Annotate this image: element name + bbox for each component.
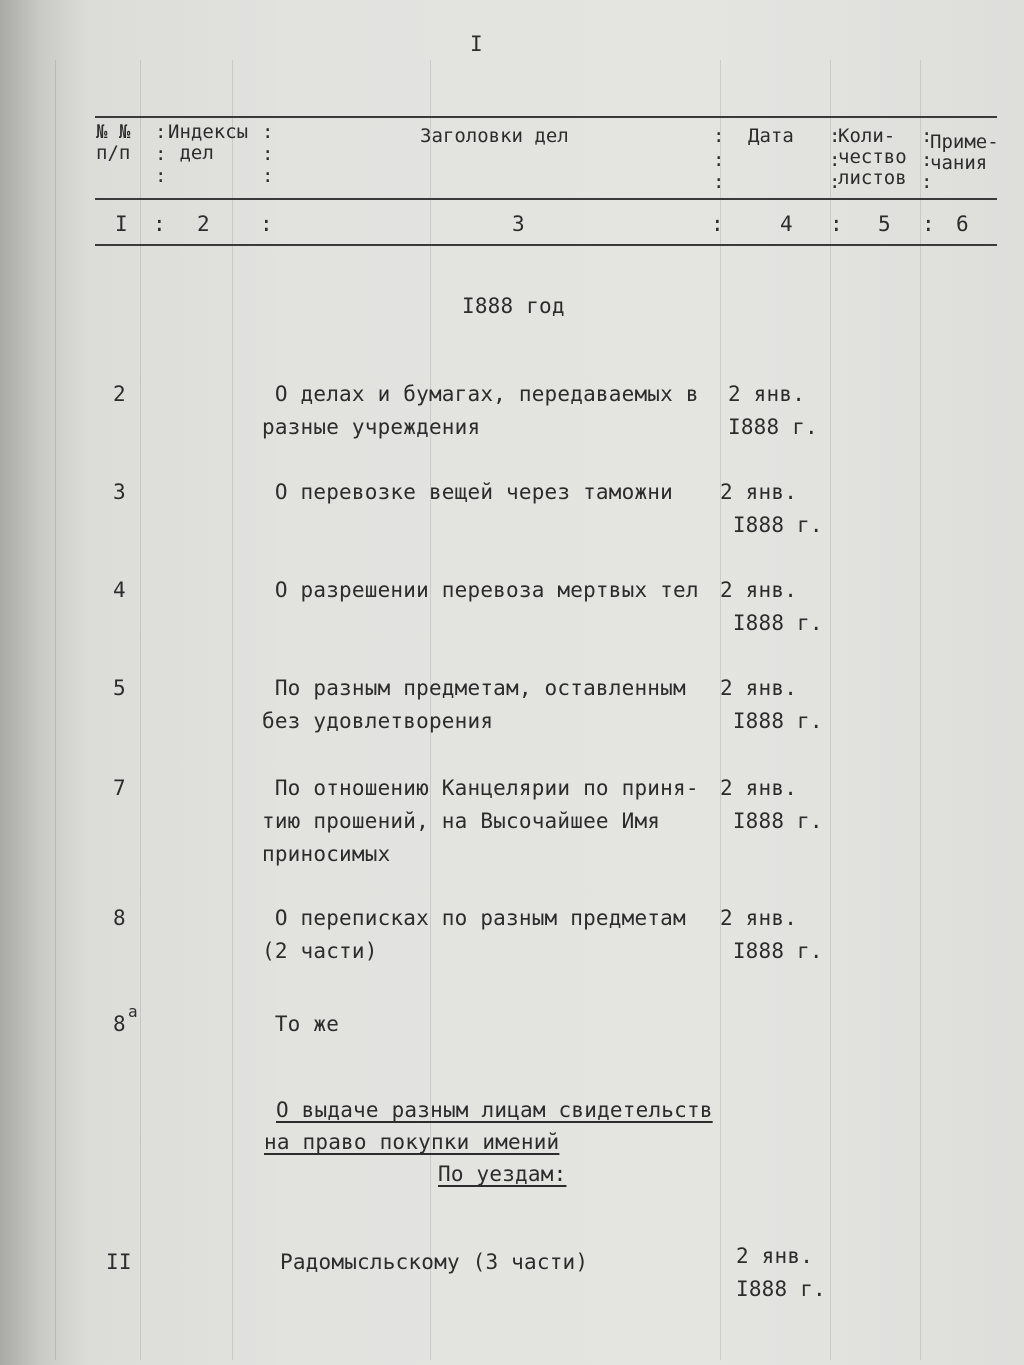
header-separator: : bbox=[829, 171, 841, 193]
entry-date: 2 янв. I888 г. bbox=[720, 578, 823, 635]
header-separator: : bbox=[921, 149, 933, 171]
header-separator: : bbox=[262, 143, 274, 165]
entry-number: 7 bbox=[113, 776, 126, 800]
header-separator: : bbox=[921, 171, 933, 193]
section-heading: на право покупки имений bbox=[264, 1130, 560, 1154]
entry-number: II bbox=[106, 1250, 132, 1274]
header-separator: : bbox=[262, 121, 274, 143]
column-number: 5 bbox=[878, 212, 891, 236]
header-col-date: Дата bbox=[748, 125, 794, 147]
header-separator: : bbox=[713, 125, 725, 147]
entry-title: По разным предметам, оставленным без удовлетворения bbox=[262, 676, 686, 733]
entry-date: 2 янв. I888 г. bbox=[736, 1244, 826, 1301]
header-separator: : bbox=[713, 149, 725, 171]
column-number: I bbox=[115, 212, 128, 236]
ruled-line bbox=[232, 60, 233, 1360]
page-number: I bbox=[470, 32, 483, 56]
entry-title: О делах и бумагах, передаваемых в разные учреждения bbox=[262, 382, 699, 439]
column-separator: : bbox=[260, 212, 273, 236]
section-heading: О выдаче разным лицам свидетельств bbox=[276, 1098, 713, 1122]
entry-date: 2 янв. I888 г. bbox=[720, 906, 823, 963]
entry-number: 5 bbox=[113, 676, 126, 700]
section-subheading bbox=[438, 1158, 566, 1191]
ruled-line bbox=[55, 60, 56, 1360]
column-separator: : bbox=[830, 212, 843, 236]
entry-number: 8 bbox=[113, 1012, 126, 1036]
column-separator: : bbox=[922, 212, 935, 236]
header-col-title: Заголовки дел bbox=[420, 125, 569, 147]
header-col-index: Индексы дел bbox=[168, 121, 249, 164]
entry-number: 8 bbox=[113, 906, 126, 930]
header-separator: : bbox=[713, 171, 725, 193]
header-col-notes: Приме- чания bbox=[930, 131, 999, 174]
year-heading: I888 год bbox=[462, 294, 565, 318]
column-number: 6 bbox=[956, 212, 969, 236]
entry-title: То же bbox=[262, 1012, 340, 1036]
header-separator: : bbox=[829, 149, 841, 171]
header-col-sheets: Коли- чество листов bbox=[838, 125, 907, 189]
header-bottom-rule bbox=[95, 198, 997, 200]
column-separator: : bbox=[711, 212, 724, 236]
header-separator: : bbox=[829, 125, 841, 147]
table-top-rule bbox=[95, 116, 997, 118]
entry-title: О разрешении перевоза мертвых тел bbox=[262, 578, 699, 602]
ruled-line bbox=[830, 60, 831, 1360]
header-separator: : bbox=[155, 165, 167, 187]
header-col-number: № № п/п bbox=[96, 121, 131, 164]
column-number: 3 bbox=[512, 212, 525, 236]
ruled-line bbox=[140, 60, 141, 1360]
section-subheading-text: По уездам: bbox=[438, 1162, 567, 1186]
entry-number: 4 bbox=[113, 578, 126, 602]
ruled-line bbox=[920, 60, 921, 1360]
entry-title: О переписках по разным предметам (2 части) bbox=[262, 906, 686, 963]
entry-date: 2 янв. I888 г. bbox=[728, 382, 818, 439]
entry-date: 2 янв. I888 г. bbox=[720, 480, 823, 537]
entry-title: Радомысльскому (3 части) bbox=[280, 1250, 589, 1274]
entry-title: О перевозке вещей через таможни bbox=[262, 480, 673, 504]
header-separator: : bbox=[921, 125, 933, 147]
entry-date: 2 янв. I888 г. bbox=[720, 676, 823, 733]
entry-title: По отношению Канцелярии по приня- тию прошений, на Высочайшее Имя приносимых bbox=[262, 776, 699, 866]
header-separator: : bbox=[155, 143, 167, 165]
column-number: 2 bbox=[197, 212, 210, 236]
entry-number-superscript: а bbox=[128, 1002, 138, 1021]
entry-number: 2 bbox=[113, 382, 126, 406]
entry-number: 3 bbox=[113, 480, 126, 504]
column-separator: : bbox=[153, 212, 166, 236]
entry-date: 2 янв. I888 г. bbox=[720, 776, 823, 833]
header-separator: : bbox=[155, 121, 167, 143]
column-number: 4 bbox=[780, 212, 793, 236]
numbers-bottom-rule bbox=[95, 244, 997, 246]
header-separator: : bbox=[262, 165, 274, 187]
